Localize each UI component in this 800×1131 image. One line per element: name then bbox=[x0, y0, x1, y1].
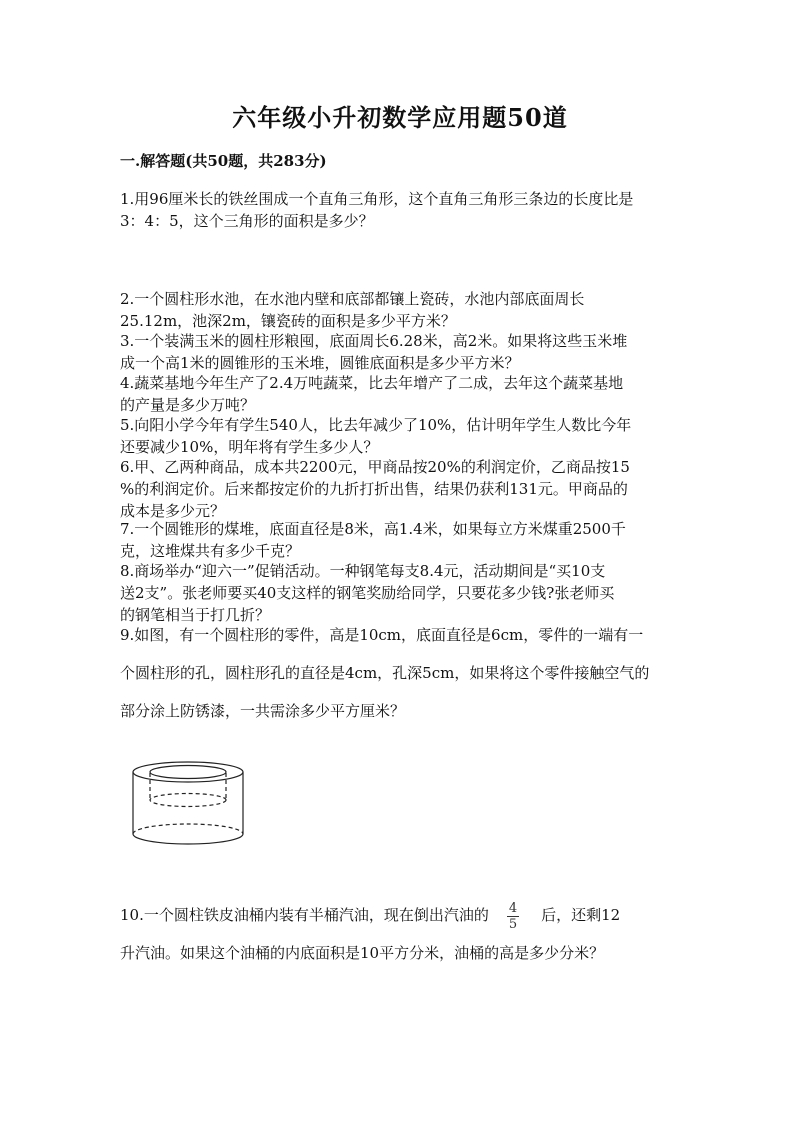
question-line: 9.如图，有一个圆柱形的零件，高是10cm，底面直径是6cm，零件的一端有一 bbox=[120, 626, 644, 644]
question-7 bbox=[120, 518, 690, 562]
question-line: %的利润定价。后来都按定价的九折打折出售，结果仍获利131元。甲商品的 bbox=[120, 480, 628, 498]
outer-bottom-back bbox=[133, 824, 243, 834]
section-heading: 一.解答题(共50题，共283分) bbox=[120, 152, 327, 170]
cylinder-part-figure bbox=[128, 758, 254, 852]
question-line bbox=[120, 896, 690, 934]
question-line: 1.用96厘米长的铁丝围成一个直角三角形，这个直角三角形三条边的长度比是 bbox=[120, 190, 634, 208]
question-1 bbox=[120, 188, 690, 232]
question-line: 8.商场举办“迎六一”促销活动。一种钢笔每支8.4元，活动期间是“买10支 bbox=[120, 562, 606, 580]
outer-bottom-front bbox=[133, 834, 243, 844]
question-10 bbox=[120, 896, 690, 972]
question-4 bbox=[120, 372, 690, 416]
question-line: 5.向阳小学今年有学生540人，比去年减少了10%，估计明年学生人数比今年 bbox=[120, 416, 632, 434]
question-6 bbox=[120, 456, 690, 522]
question-9 bbox=[120, 616, 690, 730]
question-line: 4.蔬菜基地今年生产了2.4万吨蔬菜，比去年增产了二成，去年这个蔬菜基地 bbox=[120, 374, 624, 392]
question-line: 的产量是多少万吨？ bbox=[120, 396, 256, 414]
hole-rim bbox=[150, 766, 226, 779]
fraction-numerator: 4 bbox=[508, 900, 518, 916]
question-line: 还要减少10%，明年将有学生多少人？ bbox=[120, 438, 379, 456]
fraction-denominator: 5 bbox=[508, 916, 518, 932]
question-line: 送2支”。张老师要买40支这样的钢笔奖励给同学，只要花多少钱?张老师买 bbox=[120, 584, 615, 602]
question-line: 3：4：5，这个三角形的面积是多少？ bbox=[120, 212, 374, 230]
question-line: 的钢笔相当于打几折？ bbox=[120, 606, 271, 624]
question-line: 6.甲、乙两种商品，成本共2200元，甲商品按20%的利润定价，乙商品按15 bbox=[120, 458, 630, 476]
fraction bbox=[507, 901, 519, 932]
question-line: 成一个高1米的圆锥形的玉米堆，圆锥底面积是多少平方米？ bbox=[120, 354, 520, 372]
question-line: 7.一个圆锥形的煤堆，底面直径是8米，高1.4米，如果每立方米煤重2500千 bbox=[120, 520, 626, 538]
question-5 bbox=[120, 414, 690, 458]
question-line: 升汽油。如果这个油桶的内底面积是10平方分米，油桶的高是多少分米？ bbox=[120, 944, 605, 962]
question-line: 克，这堆煤共有多少千克？ bbox=[120, 542, 301, 560]
question-line: 个圆柱形的孔，圆柱形孔的直径是4cm，孔深5cm，如果将这个零件接触空气的 bbox=[120, 664, 650, 682]
question-line: 2.一个圆柱形水池，在水池内壁和底部都镶上瓷砖，水池内部底面周长 bbox=[120, 290, 585, 308]
question-3 bbox=[120, 330, 690, 374]
question-line: 25.12m，池深2m，镶瓷砖的面积是多少平方米？ bbox=[120, 312, 456, 330]
question-text: 10.一个圆柱铁皮油桶内装有半桶汽油，现在倒出汽油的 bbox=[120, 906, 489, 924]
question-text: 后，还剩12 bbox=[541, 906, 621, 924]
hole-bottom bbox=[150, 794, 226, 807]
question-line: 成本是多少元？ bbox=[120, 502, 226, 520]
page-title: 六年级小升初数学应用题50道 bbox=[232, 103, 568, 132]
question-line: 部分涂上防锈漆，一共需涂多少平方厘米？ bbox=[120, 702, 406, 720]
question-2 bbox=[120, 288, 690, 332]
question-line: 3.一个装满玉米的圆柱形粮囤，底面周长6.28米，高2米。如果将这些玉米堆 bbox=[120, 332, 628, 350]
